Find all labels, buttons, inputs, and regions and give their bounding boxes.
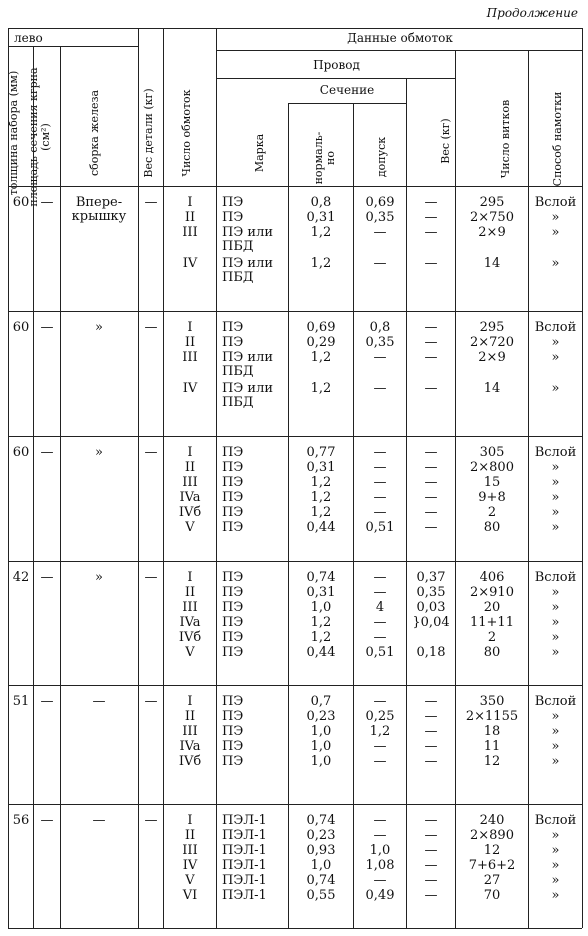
turns-count: 2×910	[470, 585, 514, 600]
winding-number: IV	[182, 256, 198, 271]
section-nominal: 0,7	[310, 694, 332, 709]
wire-brand: ПЭЛ-1	[222, 873, 267, 888]
section-tolerance: —	[373, 615, 387, 630]
section-tolerance: —	[373, 754, 387, 769]
turns-count: 2×720	[470, 335, 514, 350]
section-nominal: 0,44	[306, 645, 336, 660]
section-tolerance: 0,69	[365, 195, 395, 210]
winding-number: III	[182, 843, 198, 858]
turns-count: 295	[479, 195, 505, 210]
section-nominal: 0,31	[306, 585, 336, 600]
winding-weight: —	[424, 490, 438, 505]
winding-method: »	[551, 585, 560, 600]
wire-brand: ПЭ	[222, 615, 244, 630]
section-tolerance: —	[373, 475, 387, 490]
turns-count: 2×750	[470, 210, 514, 225]
section-tolerance: —	[373, 813, 387, 828]
winding-method: »	[551, 225, 560, 240]
section-tolerance: 0,8	[369, 320, 391, 335]
rule-line	[216, 28, 217, 928]
section-nominal: 0,31	[306, 210, 336, 225]
rule-line	[455, 50, 456, 928]
wire-brand: ПЭ	[222, 754, 244, 769]
section-tolerance: —	[373, 630, 387, 645]
turns-count: 20	[483, 600, 501, 615]
rule-line	[8, 436, 582, 437]
section-nominal: 1,0	[310, 754, 332, 769]
winding-weight: —	[424, 475, 438, 490]
winding-method: »	[551, 256, 560, 271]
winding-method: »	[551, 381, 560, 396]
winding-method: »	[551, 873, 560, 888]
section-tolerance: 0,35	[365, 335, 395, 350]
winding-method: »	[551, 505, 560, 520]
winding-weight: —	[424, 335, 438, 350]
section-nominal: 0,29	[306, 335, 336, 350]
section-tolerance: 0,35	[365, 210, 395, 225]
winding-method: Вслой	[534, 694, 577, 709]
windings-table	[8, 28, 582, 928]
section-nominal: 0,23	[306, 828, 336, 843]
turns-count: 15	[483, 475, 501, 490]
winding-number: IVб	[178, 754, 202, 769]
rule-line	[8, 28, 582, 29]
turns-count: 406	[479, 570, 505, 585]
winding-method: »	[551, 490, 560, 505]
section-nominal: 0,74	[306, 813, 336, 828]
wire-brand: ПЭЛ-1	[222, 858, 267, 873]
block-assembly: »	[95, 445, 103, 460]
winding-weight: 0,18	[416, 645, 446, 660]
rule-line	[8, 804, 582, 805]
block-weight-part: —	[144, 813, 158, 828]
winding-method: Вслой	[534, 320, 577, 335]
section-nominal: 0,69	[306, 320, 336, 335]
winding-number: I	[187, 445, 193, 460]
winding-method: Вслой	[534, 570, 577, 585]
block-weight-part: —	[144, 195, 158, 210]
winding-method: »	[551, 460, 560, 475]
winding-number: II	[184, 335, 196, 350]
section-tolerance: —	[373, 570, 387, 585]
wire-brand: ПЭ	[222, 210, 244, 225]
winding-number: II	[184, 828, 196, 843]
winding-weight: —	[424, 460, 438, 475]
winding-weight: —	[424, 858, 438, 873]
section-tolerance: —	[373, 828, 387, 843]
section-nominal: 0,23	[306, 709, 336, 724]
rule-line	[33, 46, 34, 928]
winding-weight: —	[424, 813, 438, 828]
block-thickness: 60	[12, 445, 30, 460]
winding-method: »	[551, 754, 560, 769]
header-col-thickness: толщина набора (мм)	[7, 70, 20, 196]
turns-count: 18	[483, 724, 501, 739]
turns-count: 80	[483, 520, 501, 535]
section-nominal: 1,2	[310, 615, 332, 630]
section-tolerance: —	[373, 225, 387, 240]
winding-weight: —	[424, 320, 438, 335]
section-tolerance: 1,0	[369, 843, 391, 858]
turns-count: 7+6+2	[468, 858, 516, 873]
winding-weight: —	[424, 225, 438, 240]
section-nominal: 1,0	[310, 739, 332, 754]
header-col-weight-part: Вес детали (кг)	[142, 88, 155, 178]
wire-brand: ПЭ	[222, 475, 244, 490]
wire-brand: ПЭ	[222, 445, 244, 460]
section-nominal: 0,31	[306, 460, 336, 475]
section-tolerance: —	[373, 350, 387, 365]
turns-count: 12	[483, 843, 501, 858]
rule-line	[138, 28, 139, 928]
rule-line	[8, 46, 138, 47]
wire-brand: ПЭ	[222, 724, 244, 739]
winding-number: IV	[182, 858, 198, 873]
turns-count: 11	[483, 739, 501, 754]
winding-method: »	[551, 888, 560, 903]
block-area: —	[40, 445, 54, 460]
winding-method: »	[551, 630, 560, 645]
header-col-method: Способ намотки	[551, 91, 564, 187]
wire-brand: ПЭЛ-1	[222, 828, 267, 843]
header-col-area: площадь сечения кгрна (см²)	[27, 67, 52, 207]
winding-weight: —	[424, 520, 438, 535]
winding-number: II	[184, 210, 196, 225]
winding-weight: —	[424, 828, 438, 843]
winding-weight: —	[424, 210, 438, 225]
header-col-brand: Марка	[253, 133, 266, 173]
winding-number: III	[182, 724, 198, 739]
header-col-nominal: нормаль- но	[312, 131, 337, 185]
winding-weight: —	[424, 843, 438, 858]
rule-line	[8, 685, 582, 686]
section-nominal: 1,2	[310, 350, 332, 365]
header-wire-group: Провод	[313, 58, 360, 72]
winding-weight: —	[424, 195, 438, 210]
block-thickness: 60	[12, 320, 30, 335]
wire-brand: ПЭ	[222, 585, 244, 600]
block-assembly: —	[92, 694, 106, 709]
winding-number: I	[187, 195, 193, 210]
wire-brand: ПЭ или ПБД	[222, 381, 274, 410]
turns-count: 295	[479, 320, 505, 335]
winding-weight: —	[424, 739, 438, 754]
turns-count: 11+11	[470, 615, 514, 630]
turns-count: 14	[483, 256, 501, 271]
header-section-group: Сечение	[319, 83, 375, 97]
winding-method: »	[551, 645, 560, 660]
winding-number: I	[187, 570, 193, 585]
section-nominal: 0,93	[306, 843, 336, 858]
section-tolerance: —	[373, 585, 387, 600]
block-area: —	[40, 694, 54, 709]
winding-method: »	[551, 475, 560, 490]
winding-method: »	[551, 520, 560, 535]
turns-count: 2×1155	[465, 709, 519, 724]
wire-brand: ПЭ	[222, 630, 244, 645]
section-nominal: 1,2	[310, 256, 332, 271]
wire-brand: ПЭ	[222, 195, 244, 210]
section-tolerance: 0,25	[365, 709, 395, 724]
turns-count: 9+8	[478, 490, 506, 505]
section-nominal: 1,2	[310, 475, 332, 490]
winding-method: »	[551, 709, 560, 724]
section-tolerance: 1,08	[365, 858, 395, 873]
block-assembly: »	[95, 320, 103, 335]
winding-method: »	[551, 724, 560, 739]
wire-brand: ПЭ	[222, 645, 244, 660]
wire-brand: ПЭ	[222, 460, 244, 475]
winding-weight: —	[424, 873, 438, 888]
section-tolerance: 0,51	[365, 645, 395, 660]
winding-number: V	[185, 873, 195, 888]
rule-line	[582, 28, 583, 928]
section-tolerance: —	[373, 739, 387, 754]
turns-count: 14	[483, 381, 501, 396]
rule-line	[60, 46, 61, 928]
block-area: —	[40, 195, 54, 210]
rule-line	[8, 928, 582, 929]
rule-line	[288, 103, 406, 104]
winding-number: V	[185, 645, 195, 660]
rule-line	[8, 28, 9, 928]
section-nominal: 1,2	[310, 225, 332, 240]
turns-count: 27	[483, 873, 501, 888]
continuation-caption: Продолжение	[486, 6, 578, 20]
wire-brand: ПЭ	[222, 570, 244, 585]
section-nominal: 1,2	[310, 505, 332, 520]
wire-brand: ПЭЛ-1	[222, 813, 267, 828]
section-nominal: 1,2	[310, 630, 332, 645]
block-thickness: 51	[12, 694, 30, 709]
winding-number: I	[187, 813, 193, 828]
winding-method: »	[551, 350, 560, 365]
section-nominal: 1,0	[310, 600, 332, 615]
section-nominal: 0,77	[306, 445, 336, 460]
winding-weight: —	[424, 888, 438, 903]
section-nominal: 1,2	[310, 381, 332, 396]
section-nominal: 0,44	[306, 520, 336, 535]
header-col-num-windings: Число обмоток	[180, 89, 193, 177]
winding-method: »	[551, 858, 560, 873]
turns-count: 2	[487, 505, 497, 520]
wire-brand: ПЭ	[222, 600, 244, 615]
winding-weight: —	[424, 724, 438, 739]
winding-method: »	[551, 828, 560, 843]
winding-weight: 0,37	[416, 570, 446, 585]
section-tolerance: —	[373, 505, 387, 520]
rule-line	[8, 186, 582, 187]
winding-number: III	[182, 350, 198, 365]
winding-number: III	[182, 225, 198, 240]
block-assembly: Впере- крышку	[71, 195, 127, 224]
header-col-tolerance: допуск	[375, 136, 388, 178]
section-tolerance: 0,49	[365, 888, 395, 903]
wire-brand: ПЭЛ-1	[222, 888, 267, 903]
wire-brand: ПЭ	[222, 694, 244, 709]
turns-count: 350	[479, 694, 505, 709]
wire-brand: ПЭЛ-1	[222, 843, 267, 858]
winding-number: VI	[182, 888, 198, 903]
header-col-weight: Вес (кг)	[439, 118, 452, 164]
turns-count: 80	[483, 645, 501, 660]
winding-method: »	[551, 739, 560, 754]
winding-weight: —	[424, 694, 438, 709]
winding-number: IV	[182, 381, 198, 396]
winding-number: IVa	[179, 490, 201, 505]
section-tolerance: —	[373, 381, 387, 396]
winding-weight: —	[424, 256, 438, 271]
winding-weight: —	[424, 709, 438, 724]
winding-weight: —	[424, 350, 438, 365]
wire-brand: ПЭ	[222, 520, 244, 535]
block-area: —	[40, 813, 54, 828]
section-nominal: 1,0	[310, 858, 332, 873]
winding-method: »	[551, 843, 560, 858]
winding-number: I	[187, 694, 193, 709]
winding-number: I	[187, 320, 193, 335]
winding-number: IVa	[179, 615, 201, 630]
winding-method: Вслой	[534, 813, 577, 828]
section-nominal: 1,0	[310, 724, 332, 739]
rule-line	[8, 561, 582, 562]
section-nominal: 0,8	[310, 195, 332, 210]
winding-weight: —	[424, 381, 438, 396]
section-tolerance: 1,2	[369, 724, 391, 739]
block-weight-part: —	[144, 320, 158, 335]
rule-line	[216, 78, 455, 79]
header-col-assembly: сборка железа	[88, 89, 101, 177]
turns-count: 12	[483, 754, 501, 769]
wire-brand: ПЭ или ПБД	[222, 350, 274, 379]
winding-number: V	[185, 520, 195, 535]
winding-number: III	[182, 475, 198, 490]
turns-count: 240	[479, 813, 505, 828]
wire-brand: ПЭ	[222, 739, 244, 754]
block-thickness: 60	[12, 195, 30, 210]
turns-count: 2×9	[478, 225, 506, 240]
block-weight-part: —	[144, 445, 158, 460]
winding-number: II	[184, 585, 196, 600]
winding-number: III	[182, 600, 198, 615]
header-left-group: лево	[14, 31, 43, 45]
wire-brand: ПЭ	[222, 490, 244, 505]
winding-number: IVa	[179, 739, 201, 754]
block-thickness: 56	[12, 813, 30, 828]
section-tolerance: —	[373, 256, 387, 271]
section-tolerance: —	[373, 490, 387, 505]
section-tolerance: 0,51	[365, 520, 395, 535]
winding-number: II	[184, 460, 196, 475]
block-area: —	[40, 570, 54, 585]
winding-weight: —	[424, 754, 438, 769]
winding-method: Вслой	[534, 445, 577, 460]
section-tolerance: 4	[375, 600, 385, 615]
winding-method: »	[551, 210, 560, 225]
winding-method: »	[551, 335, 560, 350]
rule-line	[528, 50, 529, 928]
block-area: —	[40, 320, 54, 335]
winding-weight: 0,03	[416, 600, 446, 615]
section-tolerance: —	[373, 694, 387, 709]
section-tolerance: —	[373, 873, 387, 888]
winding-method: »	[551, 615, 560, 630]
turns-count: 2	[487, 630, 497, 645]
block-assembly: —	[92, 813, 106, 828]
wire-brand: ПЭ или ПБД	[222, 225, 274, 254]
rule-line	[163, 28, 164, 928]
winding-number: II	[184, 709, 196, 724]
block-assembly: »	[95, 570, 103, 585]
winding-method: Вслой	[534, 195, 577, 210]
turns-count: 70	[483, 888, 501, 903]
section-nominal: 0,74	[306, 873, 336, 888]
rule-line	[406, 78, 407, 928]
winding-weight: 0,35	[416, 585, 446, 600]
winding-method: »	[551, 600, 560, 615]
wire-brand: ПЭ или ПБД	[222, 256, 274, 285]
block-weight-part: —	[144, 570, 158, 585]
turns-count: 2×800	[470, 460, 514, 475]
header-right-group: Данные обмоток	[347, 31, 453, 45]
wire-brand: ПЭ	[222, 335, 244, 350]
block-thickness: 42	[12, 570, 30, 585]
section-nominal: 1,2	[310, 490, 332, 505]
header-col-turns: Число витков	[499, 99, 512, 179]
rule-line	[8, 311, 582, 312]
wire-brand: ПЭ	[222, 320, 244, 335]
winding-number: IVб	[178, 630, 202, 645]
turns-count: 2×9	[478, 350, 506, 365]
turns-count: 2×890	[470, 828, 514, 843]
section-nominal: 0,74	[306, 570, 336, 585]
wire-brand: ПЭ	[222, 505, 244, 520]
section-tolerance: —	[373, 445, 387, 460]
turns-count: 305	[479, 445, 505, 460]
winding-weight: }0,04	[412, 615, 450, 630]
block-weight-part: —	[144, 694, 158, 709]
wire-brand: ПЭ	[222, 709, 244, 724]
section-tolerance: —	[373, 460, 387, 475]
winding-weight: —	[424, 445, 438, 460]
section-nominal: 0,55	[306, 888, 336, 903]
winding-weight: —	[424, 505, 438, 520]
winding-number: IVб	[178, 505, 202, 520]
